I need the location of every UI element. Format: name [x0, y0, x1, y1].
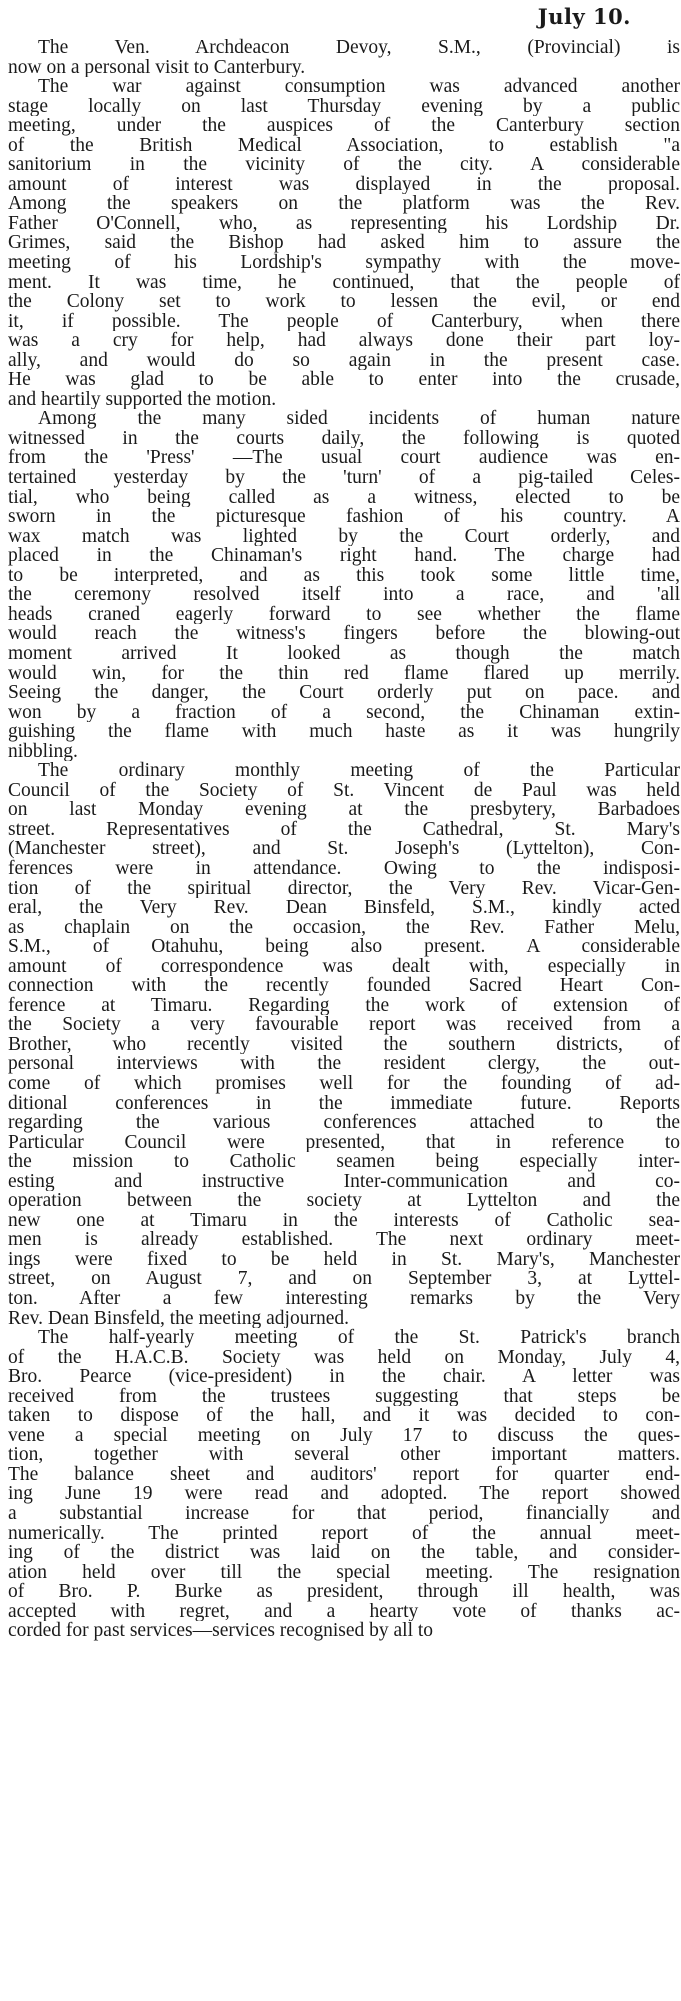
text-line: ing June 19 were read and adopted. The report showed [8, 1484, 680, 1505]
text-line: as chaplain on the occasion, the Rev. Father Melu, [8, 917, 680, 938]
text-line: connection with the recently founded Sacred Heart Con- [8, 976, 680, 996]
text-line: Grimes, said the Bishop had asked him to assure the [8, 233, 680, 254]
text-line: ation held over till the special meeting. The resignation [8, 1562, 680, 1583]
text-line: come of which promises well for the founding of ad- [8, 1073, 680, 1094]
text-line: ference at Timaru. Regarding the work of extension of [8, 995, 680, 1016]
text-line: sanitorium in the vicinity of the city. A considerable [8, 155, 680, 175]
text-line: (Manchester street), and St. Joseph's (Lyttelton), Con- [8, 839, 680, 859]
text-line: amount of interest was displayed in the proposal. [8, 174, 680, 195]
text-line: ferences were in attendance. Owing to the indisposi- [8, 858, 680, 879]
news-paragraph [8, 761, 680, 1328]
text-line: nibbling. [8, 741, 78, 762]
text-line: ally, and would do so again in the present case. [8, 350, 680, 371]
text-line: sworn in the picturesque fashion of his country. A [8, 507, 680, 527]
page-date: July 10. [537, 4, 631, 29]
text-line: taken to dispose of the hall, and it was decided to con- [8, 1406, 680, 1426]
text-line: Father O'Connell, who, as representing his Lordship Dr. [8, 213, 680, 234]
text-line: The war against consumption was advanced another [38, 77, 680, 97]
text-line: a substantial increase for that period, financially and [8, 1504, 680, 1524]
text-line: meeting, under the auspices of the Canterbury section [8, 116, 680, 136]
text-line: won by a fraction of a second, the Chinaman extin- [8, 702, 680, 723]
text-line: of the British Medical Association, to establish "a [8, 135, 680, 156]
text-line: meeting of his Lordship's sympathy with the move- [8, 253, 680, 273]
text-line: personal interviews with the resident clergy, the out- [8, 1054, 680, 1074]
text-line: Seeing the danger, the Court orderly put on pace. and [8, 683, 680, 703]
text-line: corded for past services—services recognised by all to [8, 1621, 434, 1641]
text-line: S.M., of Otahuhu, being also present. A considerable [8, 937, 680, 957]
text-line: would reach the witness's fingers before the blowing-out [8, 624, 680, 644]
text-line: He was glad to be able to enter into the crusade, [8, 370, 680, 390]
text-line: ton. After a few interesting remarks by the Very [8, 1289, 680, 1309]
text-line: witnessed in the courts daily, the following is quoted [8, 428, 680, 449]
text-line: Among the speakers on the platform was the Rev. [8, 194, 680, 214]
text-line: regarding the various conferences attached to the [8, 1113, 680, 1133]
text-line: Bro. Pearce (vice-president) in the chair. A letter was [8, 1367, 680, 1387]
text-line: esting and instructive Inter-communication and co- [8, 1171, 680, 1192]
news-paragraph [8, 1328, 680, 1641]
text-line: The half-yearly meeting of the St. Patrick's branch [38, 1328, 680, 1348]
text-line: new one at Timaru in the interests of Catholic sea- [8, 1210, 680, 1231]
text-line: eral, the Very Rev. Dean Binsfeld, S.M., kindly acted [8, 898, 680, 918]
text-line: vene a special meeting on July 17 to discuss the ques- [8, 1425, 680, 1446]
text-line: of the H.A.C.B. Society was held on Monday, July 4, [8, 1347, 680, 1368]
text-line: Brother, who recently visited the southern districts, of [8, 1034, 680, 1055]
text-line: it, if possible. The people of Canterbury, when there [8, 311, 680, 332]
text-line: ings were fixed to be held in St. Mary's, Manchester [8, 1249, 680, 1270]
text-line: received from the trustees suggesting that steps be [8, 1386, 680, 1407]
text-line: of Bro. P. Burke as president, through ill health, was [8, 1582, 680, 1602]
text-line: now on a personal visit to Canterbury. [8, 57, 306, 78]
text-line: tion of the spiritual director, the Very Rev. Vicar-Gen- [8, 878, 680, 899]
text-line: amount of correspondence was dealt with, especially in [8, 956, 680, 977]
news-paragraph [8, 409, 680, 761]
text-line: stage locally on last Thursday evening by a public [8, 96, 680, 117]
text-line: to be interpreted, and as this took some little time, [8, 565, 680, 586]
text-line: street, on August 7, and on September 3, at Lyttel- [8, 1269, 680, 1289]
text-line: on last Monday evening at the presbytery, Barbadoes [8, 800, 680, 820]
text-line: heads craned eagerly forward to see whether the flame [8, 604, 680, 625]
text-line: tion, together with several other important matters. [8, 1445, 680, 1465]
text-line: ment. It was time, he continued, that the people of [8, 272, 680, 293]
text-line: and heartily supported the motion. [8, 389, 277, 410]
text-line: numerically. The printed report of the annual meet- [8, 1523, 680, 1544]
text-line: Among the many sided incidents of human nature [38, 409, 680, 429]
text-line: tertained yesterday by the 'turn' of a pig-tailed Celes- [8, 468, 680, 488]
text-line: The ordinary monthly meeting of the Particular [38, 761, 680, 781]
text-line: accepted with regret, and a hearty vote of thanks ac- [8, 1601, 680, 1622]
text-line: Council of the Society of St. Vincent de Paul was held [8, 780, 680, 801]
text-line: men is already established. The next ordinary meet- [8, 1230, 680, 1250]
text-line: operation between the society at Lyttelton and the [8, 1191, 680, 1211]
text-line: the Society a very favourable report was received from a [8, 1015, 680, 1035]
news-paragraph [8, 38, 680, 77]
text-line: would win, for the thin red flame flared up merrily. [8, 663, 680, 684]
text-line: The balance sheet and auditors' report for quarter end- [8, 1464, 680, 1485]
text-line: guishing the flame with much haste as it was hungrily [8, 722, 680, 742]
text-line: the ceremony resolved itself into a race, and 'all [8, 585, 680, 605]
text-line: the Colony set to work to lessen the evil, or end [8, 292, 680, 312]
text-line: Rev. Dean Binsfeld, the meeting adjourned. [8, 1308, 349, 1329]
article-column [8, 38, 680, 1641]
text-line: The Ven. Archdeacon Devoy, S.M., (Provincial) is [38, 38, 680, 58]
text-line: ing of the district was laid on the table, and consider- [8, 1543, 680, 1563]
text-line: tial, who being called as a witness, elected to be [8, 487, 680, 508]
text-line: placed in the Chinaman's right hand. The charge had [8, 546, 680, 566]
text-line: from the 'Press' —The usual court audience was en- [8, 448, 680, 469]
text-line: moment arrived It looked as though the match [8, 643, 680, 664]
text-line: the mission to Catholic seamen being especially inter- [8, 1152, 680, 1172]
text-line: ditional conferences in the immediate future. Reports [8, 1093, 680, 1114]
text-line: wax match was lighted by the Court orderly, and [8, 526, 680, 547]
text-line: street. Representatives of the Cathedral, St. Mary's [8, 819, 680, 840]
text-line: Particular Council were presented, that in reference to [8, 1132, 680, 1153]
news-paragraph [8, 77, 680, 409]
text-line: was a cry for help, had always done their part loy- [8, 331, 680, 351]
